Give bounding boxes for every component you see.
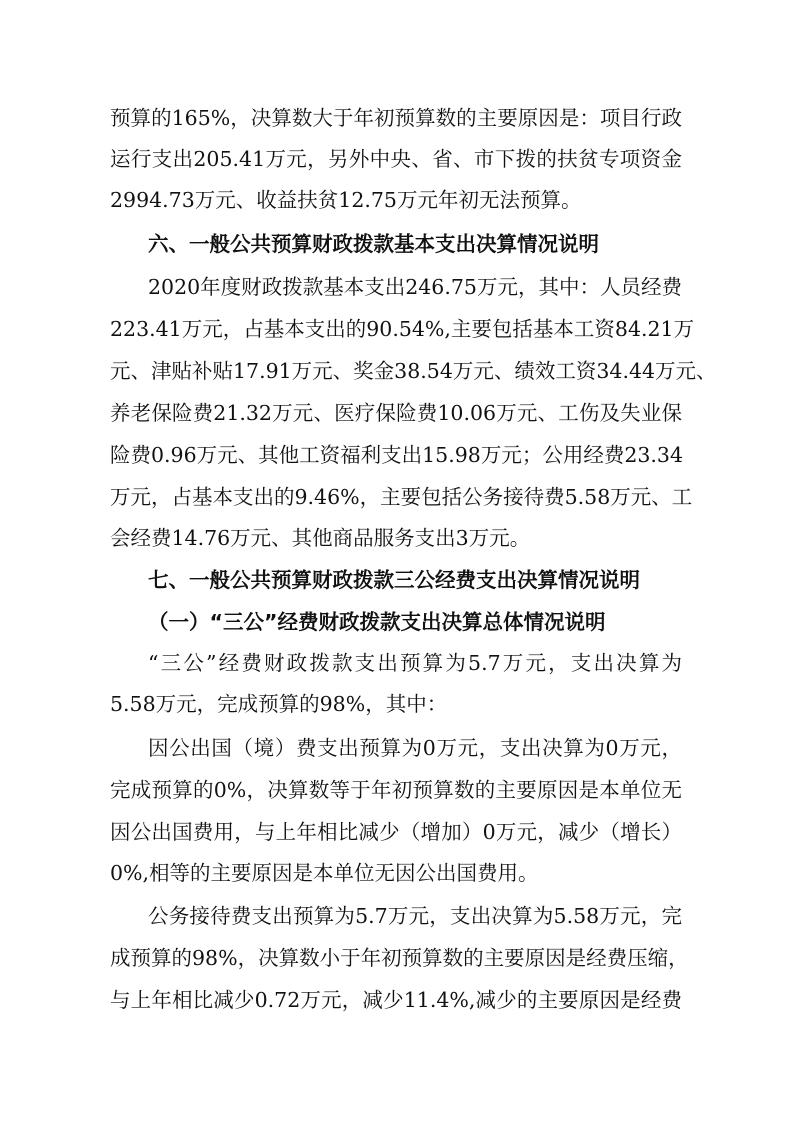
paragraph-line: 险费0.96万元、其他工资福利支出15.98万元；公用经费23.34 [110,443,684,467]
paragraph-line: 公务接待费支出预算为5.7万元，支出决算为5.58万元，完 [148,904,682,928]
section-heading: 七、一般公共预算财政拨款三公经费支出决算情况说明 [148,568,640,592]
paragraph-line: 会经费14.76万元、其他商品服务支出3万元。 [110,526,531,550]
paragraph-line: 2020年度财政拨款基本支出246.75万元，其中：人员经费 [148,275,682,299]
paragraph-line: 预算的165%，决算数大于年初预算数的主要原因是：项目行政 [110,106,682,130]
paragraph-line: 223.41万元，占基本支出的90.54%,主要包括基本工资84.21万 [110,317,695,341]
paragraph-line: “三公”经费财政拨款支出预算为5.7万元，支出决算为 [148,651,682,675]
paragraph-line: 与上年相比减少0.72万元，减少11.4%,减少的主要原因是经费 [110,988,682,1012]
paragraph-line: 5.58万元，完成预算的98%，其中： [110,692,448,716]
paragraph-line: 运行支出205.41万元，另外中央、省、市下拨的扶贫专项资金 [110,147,682,171]
paragraph-line: 2994.73万元、收益扶贫12.75万元年初无法预算。 [110,188,582,212]
paragraph-line: 因公出国费用，与上年相比减少（增加）0万元，减少（增长） [110,820,682,844]
paragraph-line: 完成预算的0%，决算数等于年初预算数的主要原因是本单位无 [110,778,682,802]
paragraph-line: 0%,相等的主要原因是本单位无因公出国费用。 [110,861,539,885]
paragraph-line: 因公出国（境）费支出预算为0万元，支出决算为0万元， [148,736,682,760]
paragraph-line: 万元，占基本支出的9.46%，主要包括公务接待费5.58万元、工 [110,485,693,509]
paragraph-line: 成预算的98%，决算数小于年初预算数的主要原因是经费压缩， [110,946,689,970]
paragraph-line: 养老保险费21.32万元、医疗保险费10.06万元、工伤及失业保 [110,401,682,425]
subsection-heading: （一）“三公”经费财政拨款支出决算总体情况说明 [148,610,606,634]
paragraph-line: 元、津贴补贴17.91万元、奖金38.54万元、绩效工资34.44万元、 [110,359,717,383]
section-heading: 六、一般公共预算财政拨款基本支出决算情况说明 [148,232,599,256]
